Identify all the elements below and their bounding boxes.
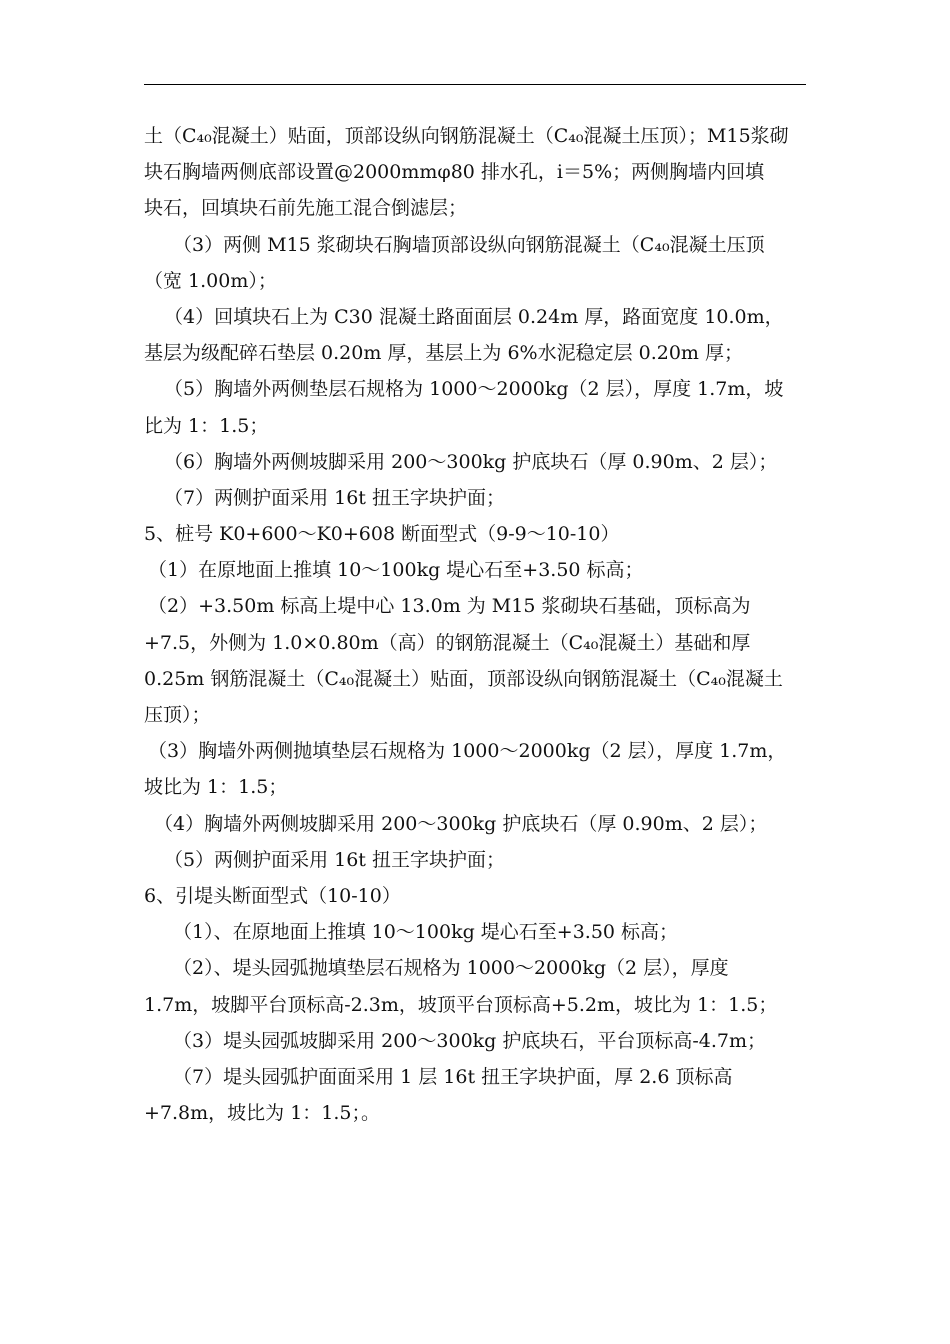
- text-line: 坡比为 1：1.5；: [144, 776, 288, 799]
- text-line: （宽 1.00m）；: [144, 269, 277, 292]
- text-line: （2）+3.50m 标高上堤中心 13.0m 为 M15 浆砌块石基础，顶标高为: [148, 595, 751, 618]
- text-line: （3）堤头园弧坡脚采用 200～300kg 护底块石，平台顶标高-4.7m；: [173, 1029, 767, 1052]
- text-line: +7.8m，坡比为 1：1.5；。: [144, 1102, 380, 1125]
- text-line: 基层为级配碎石垫层 0.20m 厚，基层上为 6%水泥稳定层 0.20m 厚；: [144, 342, 743, 365]
- text-line: （3）胸墙外两侧抛填垫层石规格为 1000～2000kg（2 层），厚度 1.7m，: [148, 740, 787, 763]
- text-line: （7）两侧护面采用 16t 扭王字块护面；: [164, 486, 505, 509]
- text-line: （2）、堤头园弧抛填垫层石规格为 1000～2000kg（2 层），厚度: [173, 957, 729, 980]
- text-line: 0.25m 钢筋混凝土（C₄₀混凝土）贴面，顶部设纵向钢筋混凝土（C₄₀混凝土: [144, 667, 783, 690]
- text-line: 土（C₄₀混凝土）贴面，顶部设纵向钢筋混凝土（C₄₀混凝土压顶）；M15浆砌: [144, 125, 789, 147]
- text-line: （3）两侧 M15 浆砌块石胸墙顶部设纵向钢筋混凝土（C₄₀混凝土压顶: [173, 233, 765, 256]
- text-line: 块石，回填块石前先施工混合倒滤层；: [144, 197, 468, 220]
- text-line: 1.7m，坡脚平台顶标高-2.3m，坡顶平台顶标高+5.2m，坡比为 1：1.5；: [144, 993, 778, 1016]
- document-body: [144, 118, 806, 1131]
- text-line: （1）、在原地面上推填 10～100kg 堤心石至+3.50 标高；: [173, 921, 679, 944]
- text-line: （5）两侧护面采用 16t 扭王字块护面；: [164, 848, 505, 871]
- text-line: +7.5，外侧为 1.0×0.80m（高）的钢筋混凝土（C₄₀混凝土）基础和厚: [144, 631, 751, 654]
- text-line: （7）堤头园弧护面面采用 1 层 16t 扭王字块护面，厚 2.6 顶标高: [173, 1065, 733, 1088]
- text-line: 比为 1：1.5；: [144, 414, 269, 437]
- text-line: （4）回填块石上为 C30 混凝土路面面层 0.24m 厚，路面宽度 10.0m，: [164, 305, 784, 328]
- header-rule: [144, 84, 806, 85]
- section-heading: 6、引堤头断面型式（10-10）: [144, 884, 401, 907]
- text-line: （1）在原地面上推填 10～100kg 堤心石至+3.50 标高；: [148, 559, 644, 582]
- text-line: （4）胸墙外两侧坡脚采用 200～300kg 护底块石（厚 0.90m、2 层）；: [154, 812, 768, 835]
- text-line: （6）胸墙外两侧坡脚采用 200～300kg 护底块石（厚 0.90m、2 层）；: [164, 450, 778, 473]
- text-line: 压顶）；: [144, 704, 211, 726]
- section-heading: 5、桩号 K0+600～K0+608 断面型式（9-9～10-10）: [144, 523, 620, 546]
- text-line: 块石胸墙两侧底部设置@2000mmφ80 排水孔，i＝5%；两侧胸墙内回填: [144, 161, 765, 184]
- text-line: （5）胸墙外两侧垫层石规格为 1000～2000kg（2 层），厚度 1.7m，坡: [164, 378, 784, 401]
